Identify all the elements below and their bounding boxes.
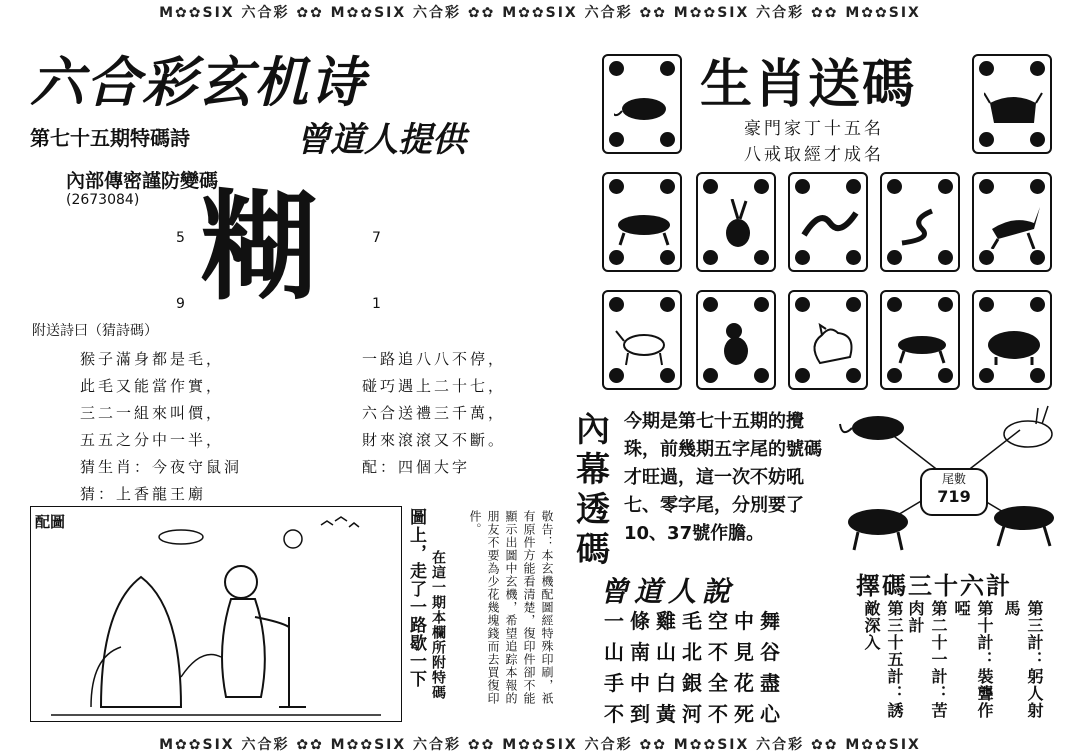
zeng-title: 曾道人說	[600, 575, 737, 608]
card-dot	[887, 250, 902, 265]
phone-number: (2673084)	[66, 192, 140, 208]
zodiac-card	[788, 290, 868, 390]
zodiac-card	[880, 290, 960, 390]
zodiac-card	[602, 54, 682, 154]
decorative-band-bottom: M✿✿SIX 六合彩 ✿✿ M✿✿SIX 六合彩 ✿✿ M✿✿SIX 六合彩 ✿✿ M✿✿SIX 六合彩 ✿✿ M✿✿SIX	[159, 737, 921, 753]
card-dot	[887, 368, 902, 383]
poem-line: 財來滾滾又不斷。	[362, 431, 507, 449]
zodiac-card	[880, 172, 960, 272]
zodiac-card	[602, 172, 682, 272]
card-dot	[887, 297, 902, 312]
card-dot	[938, 250, 953, 265]
card-dot	[887, 179, 902, 194]
card-dot	[846, 179, 861, 194]
ji-line: 第三計：躬人射馬	[1002, 600, 1044, 719]
zodiac-card	[972, 54, 1052, 154]
dog-icon	[892, 317, 952, 367]
neimu-title: 內幕透碼	[576, 410, 610, 570]
card-dot	[754, 368, 769, 383]
zeng-line: 山南山北不見谷	[604, 640, 786, 664]
tiger-icon	[848, 509, 908, 550]
card-dot	[703, 297, 718, 312]
card-dot	[938, 368, 953, 383]
monkey-illustration	[31, 507, 401, 721]
shengxiao-title: 生肖送碼	[700, 55, 917, 115]
ji-line: 第十計：裝聾作啞	[952, 600, 994, 719]
corner-number-bl: 9	[176, 296, 185, 312]
card-dot	[938, 179, 953, 194]
zeng-line: 一條雞毛空中舞	[604, 609, 786, 633]
poem-line: 碰巧遇上二十七，	[362, 377, 507, 395]
zeng-line: 手中白銀全花盡	[604, 671, 786, 695]
decorative-band-top: M✿✿SIX 六合彩 ✿✿ M✿✿SIX 六合彩 ✿✿ M✿✿SIX 六合彩 ✿✿ M✿✿SIX 六合彩 ✿✿ M✿✿SIX	[159, 5, 921, 21]
poem-line: 五五之分中一半，	[80, 431, 225, 449]
card-dot	[979, 61, 994, 76]
card-dot	[979, 368, 994, 383]
poem-line: 六合送禮三千萬，	[362, 404, 507, 422]
card-dot	[846, 250, 861, 265]
card-dot	[609, 368, 624, 383]
card-dot	[795, 297, 810, 312]
tail-number-box	[920, 468, 988, 516]
card-dot	[609, 61, 624, 76]
rat-icon	[840, 416, 904, 440]
monkey-icon	[708, 317, 768, 367]
card-dot	[846, 368, 861, 383]
intro-line: 豪門家丁十五名	[744, 119, 884, 139]
figure-frame	[30, 506, 402, 722]
card-dot	[609, 297, 624, 312]
notice-text: 敬告：本玄機配圖經特殊印刷，祇有原件方能看清楚，復印件卻不能顯示出圖中玄機，希望追踪本報的朋友不要為少花幾塊錢而去買復印件。	[468, 510, 554, 705]
rabbit-icon	[1004, 406, 1052, 447]
snake-icon	[892, 199, 952, 249]
card-dot	[754, 179, 769, 194]
ji-line: 第二十一計：苦肉計	[906, 600, 948, 719]
card-dot	[703, 179, 718, 194]
card-dot	[703, 368, 718, 383]
poem-line: 一路追八八不停，	[362, 350, 507, 368]
rat-icon	[614, 81, 674, 131]
card-dot	[1030, 368, 1045, 383]
card-dot	[660, 297, 675, 312]
card-dot	[795, 179, 810, 194]
internal-note: 內部傳密謹防變碼	[66, 170, 219, 192]
pig-icon	[984, 317, 1044, 367]
zodiac-card	[696, 290, 776, 390]
card-dot	[1030, 132, 1045, 147]
rabbit-icon	[708, 199, 768, 249]
issue-heading: 第七十五期特碼詩	[30, 126, 190, 150]
card-dot	[754, 297, 769, 312]
zeng-line: 不到黃河不死心	[604, 702, 786, 726]
figure-note: 在這一期本欄所附特碼	[430, 550, 446, 700]
card-dot	[609, 179, 624, 194]
big-character: 糊	[200, 177, 319, 316]
zodiac-card	[788, 172, 868, 272]
ji-line: 第三十五計：誘敵深入	[862, 600, 904, 719]
page-title: 六合彩玄机诗	[30, 51, 366, 114]
poem-line: 配：四個大字	[362, 458, 471, 476]
horse-icon	[984, 199, 1044, 249]
tail-value: 719	[937, 487, 971, 506]
figure-label: 配圖	[35, 513, 66, 531]
card-dot	[979, 250, 994, 265]
dragon-icon	[800, 199, 860, 249]
zodiac-card	[696, 172, 776, 272]
dog-icon	[994, 506, 1054, 546]
poem-line: 猜：上香龍王廟	[80, 485, 207, 503]
ox-icon	[984, 81, 1044, 131]
neimu-text: 今期是第七十五期的攪珠，前幾期五字尾的號碼才旺過，這一次不妨吼七、零字尾，分別要了10、37號作膽。	[624, 411, 822, 544]
card-dot	[660, 61, 675, 76]
card-dot	[1030, 250, 1045, 265]
tail-label: 尾數	[941, 472, 966, 486]
poem-left	[80, 346, 242, 508]
rooster-icon	[800, 317, 860, 367]
card-dot	[795, 250, 810, 265]
poem-right	[362, 346, 506, 481]
card-dot	[1030, 179, 1045, 194]
card-dot	[660, 368, 675, 383]
author-credit: 曾道人提供	[296, 120, 466, 160]
corner-number-tl: 5	[176, 230, 185, 246]
card-dot	[979, 179, 994, 194]
figure-caption: 圖上，走了一路歇一下	[406, 508, 426, 688]
card-dot	[703, 250, 718, 265]
card-dot	[660, 179, 675, 194]
poem-line: 猜生肖：今夜守鼠洞	[80, 458, 243, 476]
poem-line: 猴子滿身都是毛，	[80, 350, 225, 368]
card-dot	[846, 297, 861, 312]
card-dot	[979, 132, 994, 147]
card-dot	[660, 250, 675, 265]
zodiac-card	[972, 290, 1052, 390]
zeng-grid	[604, 606, 786, 730]
poem-line: 此毛又能當作實，	[80, 377, 225, 395]
card-dot	[660, 132, 675, 147]
intro-line: 八戒取經才成名	[744, 145, 884, 165]
goat-icon	[614, 317, 674, 367]
gift-poem-label: 附送詩曰（猜詩碼）	[32, 323, 158, 339]
card-dot	[609, 250, 624, 265]
poem-line: 三二一組來叫價，	[80, 404, 225, 422]
card-dot	[1030, 297, 1045, 312]
card-dot	[754, 250, 769, 265]
card-dot	[979, 297, 994, 312]
card-dot	[938, 297, 953, 312]
ze36-title: 擇碼三十六計	[856, 572, 1012, 600]
card-dot	[609, 132, 624, 147]
card-dot	[1030, 61, 1045, 76]
corner-number-tr: 7	[372, 230, 381, 246]
zodiac-card	[972, 172, 1052, 272]
zodiac-card	[602, 290, 682, 390]
tiger-icon	[614, 199, 674, 249]
corner-number-br: 1	[372, 296, 381, 312]
card-dot	[795, 368, 810, 383]
